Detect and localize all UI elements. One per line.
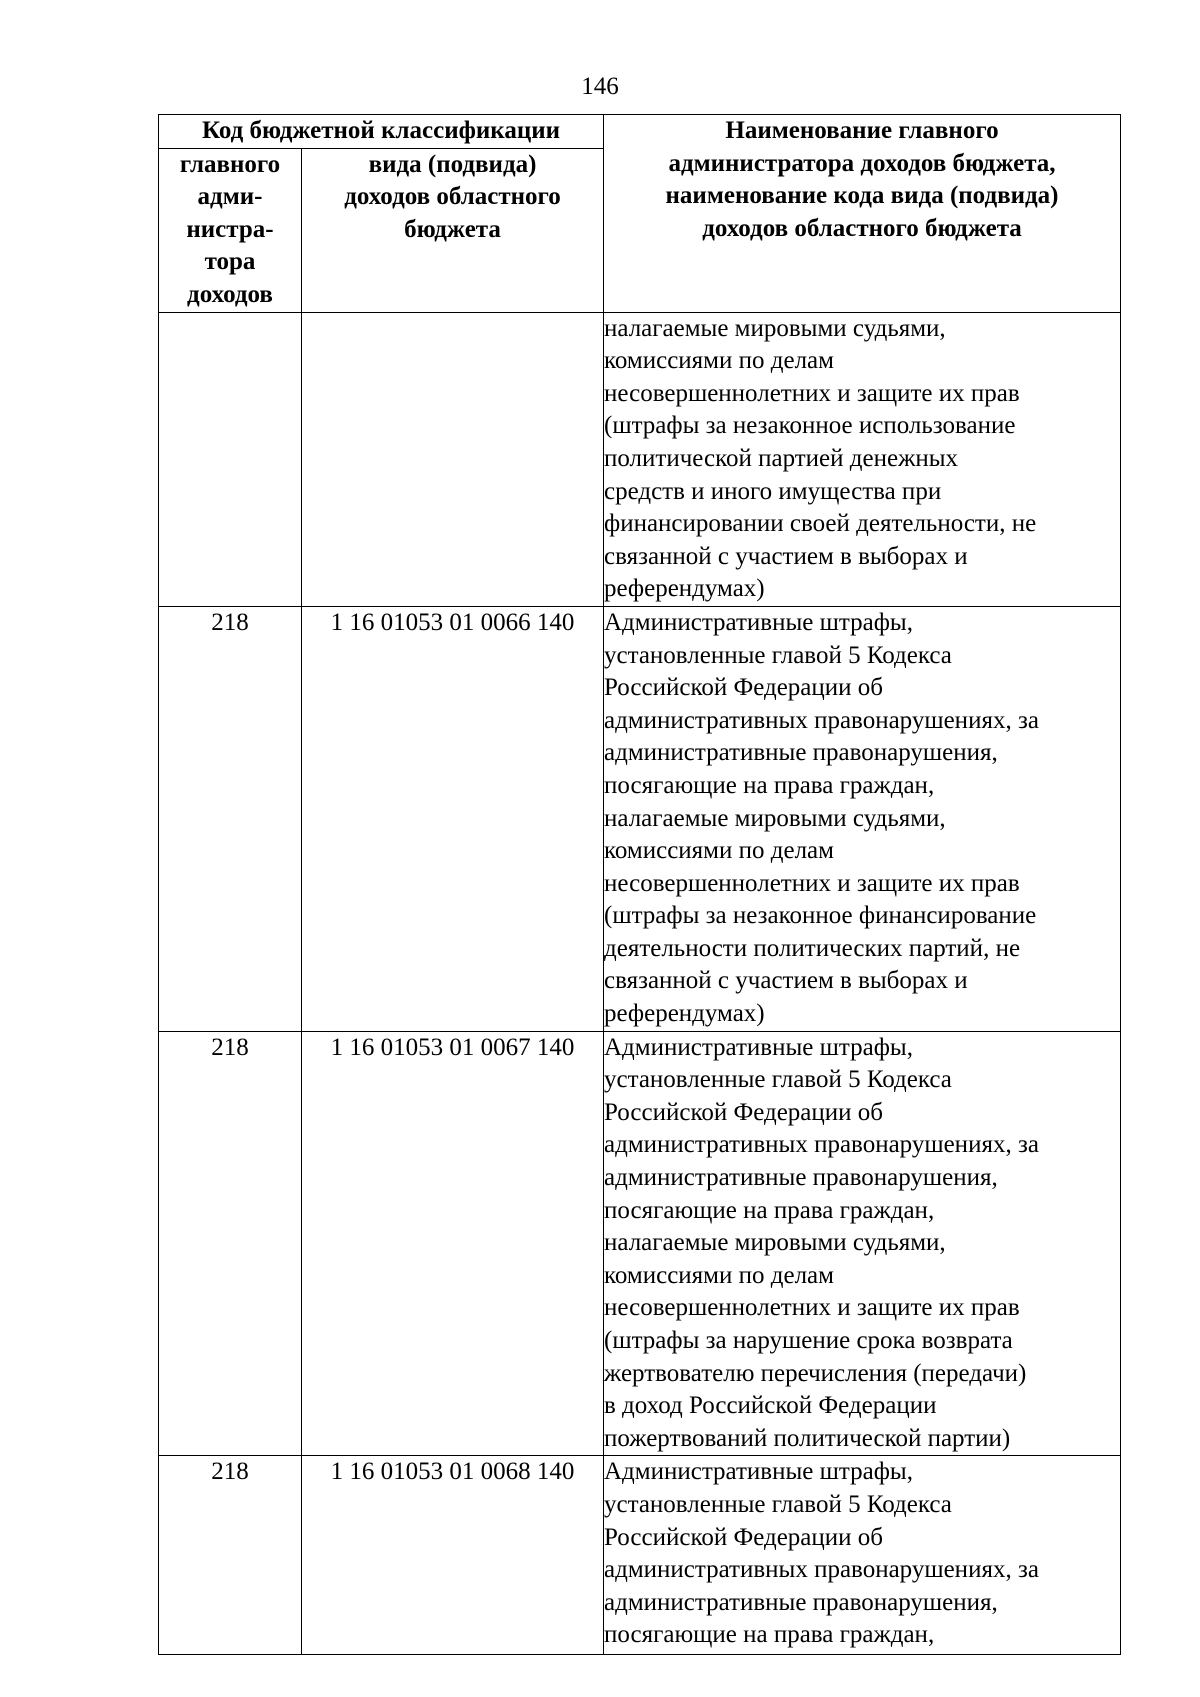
income-name-line: налагаемые мировыми судьями, [604, 1229, 946, 1257]
income-code-cell: 1 16 01053 01 0067 140 [302, 1031, 604, 1456]
income-name-line: административных правонарушениях, за [604, 706, 1039, 734]
income-code-cell: 1 16 01053 01 0066 140 [302, 606, 604, 1031]
income-name-line: связанной с участием в выборах и [604, 967, 968, 995]
income-name-cell [604, 1456, 1121, 1655]
income-name-line: (штрафы за нарушение срока возврата [604, 1327, 1013, 1354]
income-name-line: комиссиями по делам [604, 347, 834, 375]
income-name-line: финансировании своей деятельности, не [604, 510, 1037, 538]
header-name-line: наименование кода вида (подвида) [665, 182, 1059, 210]
income-name-line: комиссиями по делам [604, 1261, 834, 1289]
header-kind-column [302, 148, 604, 312]
header-name-column [604, 115, 1121, 313]
table-row [159, 606, 1121, 1031]
income-name-line: Административные штрафы, [604, 1033, 913, 1061]
income-name-line: административных правонарушениях, за [604, 1556, 1039, 1584]
header-row-group [159, 115, 1121, 149]
income-name-line: посягающие на права граждан, [604, 1196, 935, 1224]
income-code-cell [302, 312, 604, 606]
header-admin-column [159, 148, 302, 312]
income-name-line: комиссиями по делам [604, 837, 834, 865]
header-name-line: администратора доходов бюджета, [668, 149, 1056, 177]
income-name-line: установленные главой 5 Кодекса [604, 1066, 952, 1094]
income-name-line: Административные штрафы, [604, 608, 913, 636]
income-name-continued [604, 1456, 1120, 1654]
income-name-line: средств и иного имущества при [604, 477, 942, 505]
income-name-line: административные правонарушения, [604, 739, 998, 767]
income-name-line: административные правонарушения, [604, 1588, 998, 1616]
income-name-line: административные правонарушения, [604, 1164, 998, 1192]
income-name-line: Российской Федерации об [604, 674, 883, 702]
income-name-line: (штрафы за незаконное финансирование [604, 902, 1037, 930]
header-name-line: доходов областного бюджета [702, 214, 1022, 242]
income-name-line: политической партией денежных [604, 444, 959, 472]
income-name-line: Административные штрафы, [604, 1458, 913, 1486]
table-row [159, 1031, 1121, 1456]
income-name-line: связанной с участием в выборах и [604, 542, 968, 570]
admin-code-cell: 218 [159, 606, 302, 1031]
header-kind-line: доходов областного [344, 183, 561, 211]
income-name-line: административных правонарушениях, за [604, 1131, 1039, 1159]
income-name-cell [604, 312, 1121, 606]
income-name-cell [604, 1031, 1121, 1456]
income-name-line: пожертвований политической партии) [604, 1424, 1011, 1452]
header-admin-line: тора [204, 248, 256, 276]
header-admin-line: главного [179, 150, 281, 178]
income-name-cell [604, 606, 1121, 1031]
income-name-line: референдумах) [604, 1000, 765, 1028]
income-name-line: налагаемые мировыми судьями, [604, 804, 946, 832]
budget-classification-table [158, 114, 1121, 1655]
header-budget-code-group: Код бюджетной классификации [159, 115, 604, 149]
income-name-line: Российской Федерации об [604, 1098, 883, 1126]
header-kind-line: бюджета [404, 215, 501, 243]
income-name-line: референдумах) [604, 575, 765, 603]
header-admin-line: нистра- [186, 215, 274, 243]
income-name-line: в доход Российской Федерации [604, 1392, 937, 1420]
income-code-cell: 1 16 01053 01 0068 140 [302, 1456, 604, 1655]
income-name-line: (штрафы за незаконное использование [604, 412, 1016, 440]
table-row [159, 312, 1121, 606]
header-kind-line: вида (подвида) [368, 150, 537, 178]
income-name-line: посягающие на права граждан, [604, 771, 935, 799]
table-header [159, 115, 1121, 313]
table-body [159, 312, 1121, 1655]
admin-code-cell: 218 [159, 1456, 302, 1655]
page-number: 146 [581, 73, 619, 100]
income-name-line: несовершеннолетних и защите их прав [604, 379, 1020, 407]
income-name-line: посягающие на права граждан, [604, 1621, 935, 1649]
income-name-line: Российской Федерации об [604, 1523, 883, 1551]
income-name-line: жертвователю перечисления (передачи) [604, 1359, 1027, 1387]
income-name-line: несовершеннолетних и защите их прав [604, 869, 1020, 897]
income-name-line: налагаемые мировыми судьями, [604, 314, 946, 342]
income-name-line: установленные главой 5 Кодекса [604, 1490, 952, 1518]
income-name-line: несовершеннолетних и защите их прав [604, 1294, 1020, 1322]
admin-code-cell [159, 312, 302, 606]
income-name-line: деятельности политических партий, не [604, 934, 1021, 962]
income-name-line: установленные главой 5 Кодекса [604, 641, 952, 669]
header-admin-line: адми- [197, 183, 263, 211]
table-row [159, 1456, 1121, 1655]
header-name-line: Наименование главного [725, 117, 999, 144]
header-admin-line: доходов [187, 280, 273, 308]
admin-code-cell: 218 [159, 1031, 302, 1456]
